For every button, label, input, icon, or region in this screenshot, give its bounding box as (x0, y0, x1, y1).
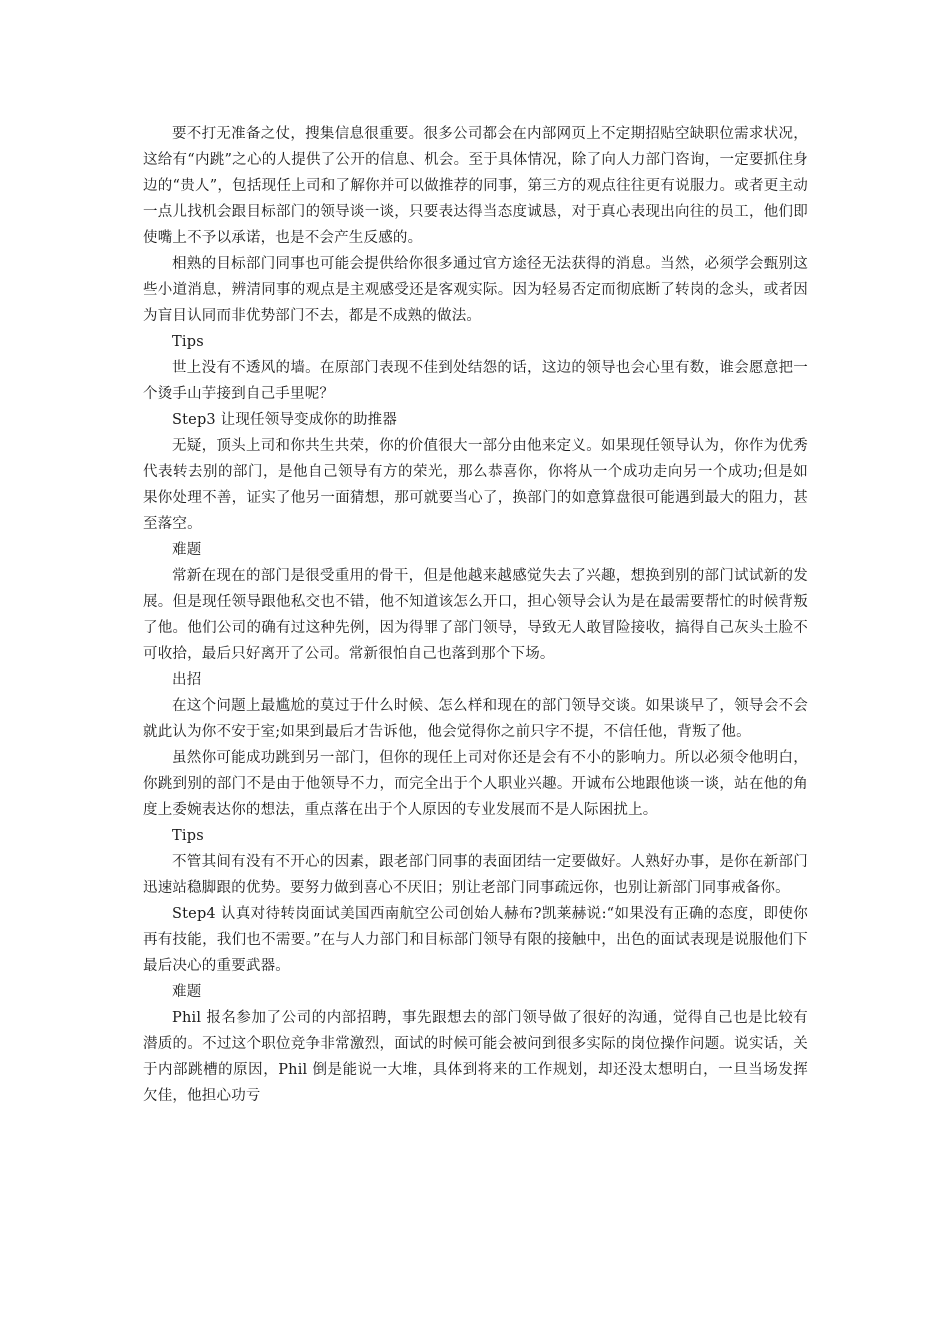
body-paragraph: 虽然你可能成功跳到另一部门，但你的现任上司对你还是会有不小的影响力。所以必须令他明白，你跳到别的部门不是由于他领导不力，而完全出于个人职业兴趣。开诚布公地跟他谈一谈，站在他的角度上委婉表达你的想法，重点落在出于个人原因的专业发展而不是人际困扰上。 (143, 750, 808, 818)
section-label-tips: Tips (172, 828, 204, 844)
section-label-problem: 难题 (172, 984, 202, 1000)
body-paragraph: 在这个问题上最尴尬的莫过于什么时候、怎么样和现在的部门领导交谈。如果谈早了，领导会不会就此认为你不安于室;如果到最后才告诉他，他会觉得你之前只字不提，不信任他，背叛了他。 (143, 698, 808, 740)
body-paragraph: 常新在现在的部门是很受重用的骨干，但是他越来越感觉失去了兴趣，想换到别的部门试试新的发展。但是现任领导跟他私交也不错，他不知道该怎么开口，担心领导会认为是在最需要帮忙的时候背叛了他。他们公司的确有过这种先例，因为得罪了部门领导，导致无人敢冒险接收，搞得自己灰头土脸不可收拾，最后只好离开了公司。常新很怕自己也落到那个下场。 (143, 568, 808, 662)
body-paragraph: 世上没有不透风的墙。在原部门表现不佳到处结怨的话，这边的领导也会心里有数，谁会愿意把一个烫手山芋接到自己手里呢？ (143, 360, 808, 402)
section-label-solution: 出招 (172, 672, 202, 688)
body-paragraph: 相熟的目标部门同事也可能会提供给你很多通过官方途径无法获得的消息。当然，必须学会甄别这些小道消息，辨清同事的观点是主观感受还是客观实际。因为轻易否定而彻底断了转岗的念头，或者因为盲目认同而非优势部门不去，都是不成熟的做法。 (143, 256, 808, 324)
section-heading-step3: Step3 让现任领导变成你的助推器 (172, 412, 398, 428)
body-paragraph: 要不打无准备之仗，搜集信息很重要。很多公司都会在内部网页上不定期招贴空缺职位需求状况，这给有“内跳”之心的人提供了公开的信息、机会。至于具体情况，除了向人力部门咨询，一定要抓住身边的“贵人”，包括现任上司和了解你并可以做推荐的同事，第三方的观点往往更有说服力。或者更主动一点儿找机会跟目标部门的领导谈一谈，只要表达得当态度诚恳，对于真心表现出向往的员工，他们即使嘴上不予以承诺，也是不会产生反感的。 (143, 126, 808, 246)
section-heading-step4: Step4 认真对待转岗面试美国西南航空公司创始人赫布?凯莱赫说:“如果没有正确的态度，即使你再有技能，我们也不需要。”在与人力部门和目标部门领导有限的接触中，出色的面试表现是说服他们下最后决心的重要武器。 (143, 906, 808, 974)
section-label-tips: Tips (172, 334, 204, 350)
body-paragraph: Phil 报名参加了公司的内部招聘，事先跟想去的部门领导做了很好的沟通，觉得自己也是比较有潜质的。不过这个职位竞争非常激烈，面试的时候可能会被问到很多实际的岗位操作问题。说实话，关于内部跳槽的原因，Phil 倒是能说一大堆，具体到将来的工作规划，却还没太想明白，一旦当场发挥欠佳，他担心功亏 (143, 1010, 808, 1104)
section-label-problem: 难题 (172, 542, 202, 558)
body-paragraph: 无疑，顶头上司和你共生共荣，你的价值很大一部分由他来定义。如果现任领导认为，你作为优秀代表转去别的部门，是他自己领导有方的荣光，那么恭喜你，你将从一个成功走向另一个成功;但是如果你处理不善，证实了他另一面猜想，那可就要当心了，换部门的如意算盘很可能遇到最大的阻力，甚至落空。 (143, 438, 808, 532)
body-paragraph: 不管其间有没有不开心的因素，跟老部门同事的表面团结一定要做好。人熟好办事，是你在新部门迅速站稳脚跟的优势。要努力做到喜心不厌旧；别让老部门同事疏远你，也别让新部门同事戒备你。 (143, 854, 808, 896)
document-body (143, 121, 808, 1109)
